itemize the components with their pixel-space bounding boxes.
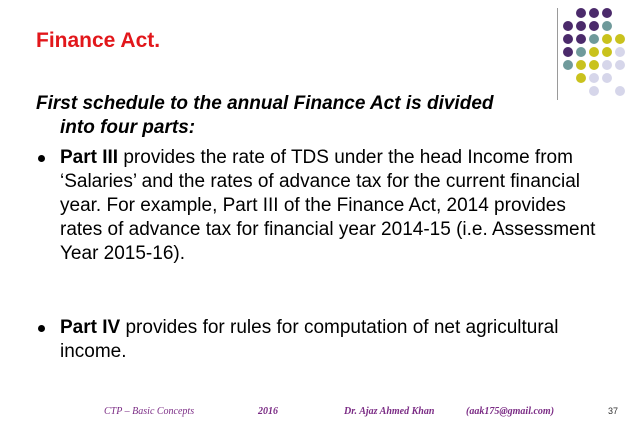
decorative-dot	[576, 34, 586, 44]
decorative-dot	[615, 34, 625, 44]
decorative-dot	[589, 60, 599, 70]
footer	[0, 406, 638, 420]
lead-line-1: First schedule to the annual Finance Act is divided	[36, 93, 494, 114]
decorative-dot	[576, 73, 586, 83]
decorative-dot	[576, 60, 586, 70]
bullet-body: provides for rules for computation of net agricultural income.	[60, 317, 559, 362]
decorative-dot	[563, 60, 573, 70]
decorative-dot	[615, 86, 625, 96]
page-number: 37	[608, 406, 619, 416]
decorative-dot	[589, 8, 599, 18]
bullet-part-iv	[36, 316, 606, 364]
bullet-body: provides the rate of TDS under the head Income from ‘Salaries’ and the rates of advance tax for the current financial year. For example, Part III of the Finance Act, 2014 provides rates of advance tax for financial year 2014-15 (i.e. Assessment Year 2015-16).	[60, 147, 596, 264]
bullet-bold-label: Part IV	[60, 317, 121, 338]
decorative-dot	[602, 8, 612, 18]
bullet-text	[36, 146, 606, 266]
decorative-divider	[557, 8, 558, 100]
footer-author: Dr. Ajaz Ahmed Khan	[344, 406, 435, 417]
page-title: Finance Act.	[36, 29, 161, 52]
lead-text	[36, 92, 596, 140]
decorative-dot	[615, 60, 625, 70]
decorative-dot	[602, 21, 612, 31]
decorative-dot	[602, 60, 612, 70]
decorative-dot	[589, 34, 599, 44]
decorative-dot	[602, 34, 612, 44]
decorative-dot	[615, 47, 625, 57]
lead-line-2: into four parts:	[60, 117, 196, 138]
bullet-part-iii	[36, 146, 606, 266]
bullet-dot-icon	[38, 325, 45, 332]
decorative-dot	[576, 8, 586, 18]
decorative-dot	[563, 34, 573, 44]
decorative-dot	[589, 47, 599, 57]
decorative-dot	[589, 21, 599, 31]
bullet-dot-icon	[38, 155, 45, 162]
footer-email: (aak175@gmail.com)	[466, 406, 555, 417]
decorative-dot	[576, 47, 586, 57]
decorative-dot	[602, 73, 612, 83]
decorative-dot	[563, 47, 573, 57]
footer-course: CTP – Basic Concepts	[104, 406, 195, 417]
decorative-dot	[602, 47, 612, 57]
footer-year: 2016	[258, 406, 278, 417]
decorative-dot	[576, 21, 586, 31]
bullet-bold-label: Part III	[60, 147, 119, 168]
bullet-text	[36, 316, 606, 364]
decorative-dot	[589, 73, 599, 83]
decorative-dot	[563, 21, 573, 31]
